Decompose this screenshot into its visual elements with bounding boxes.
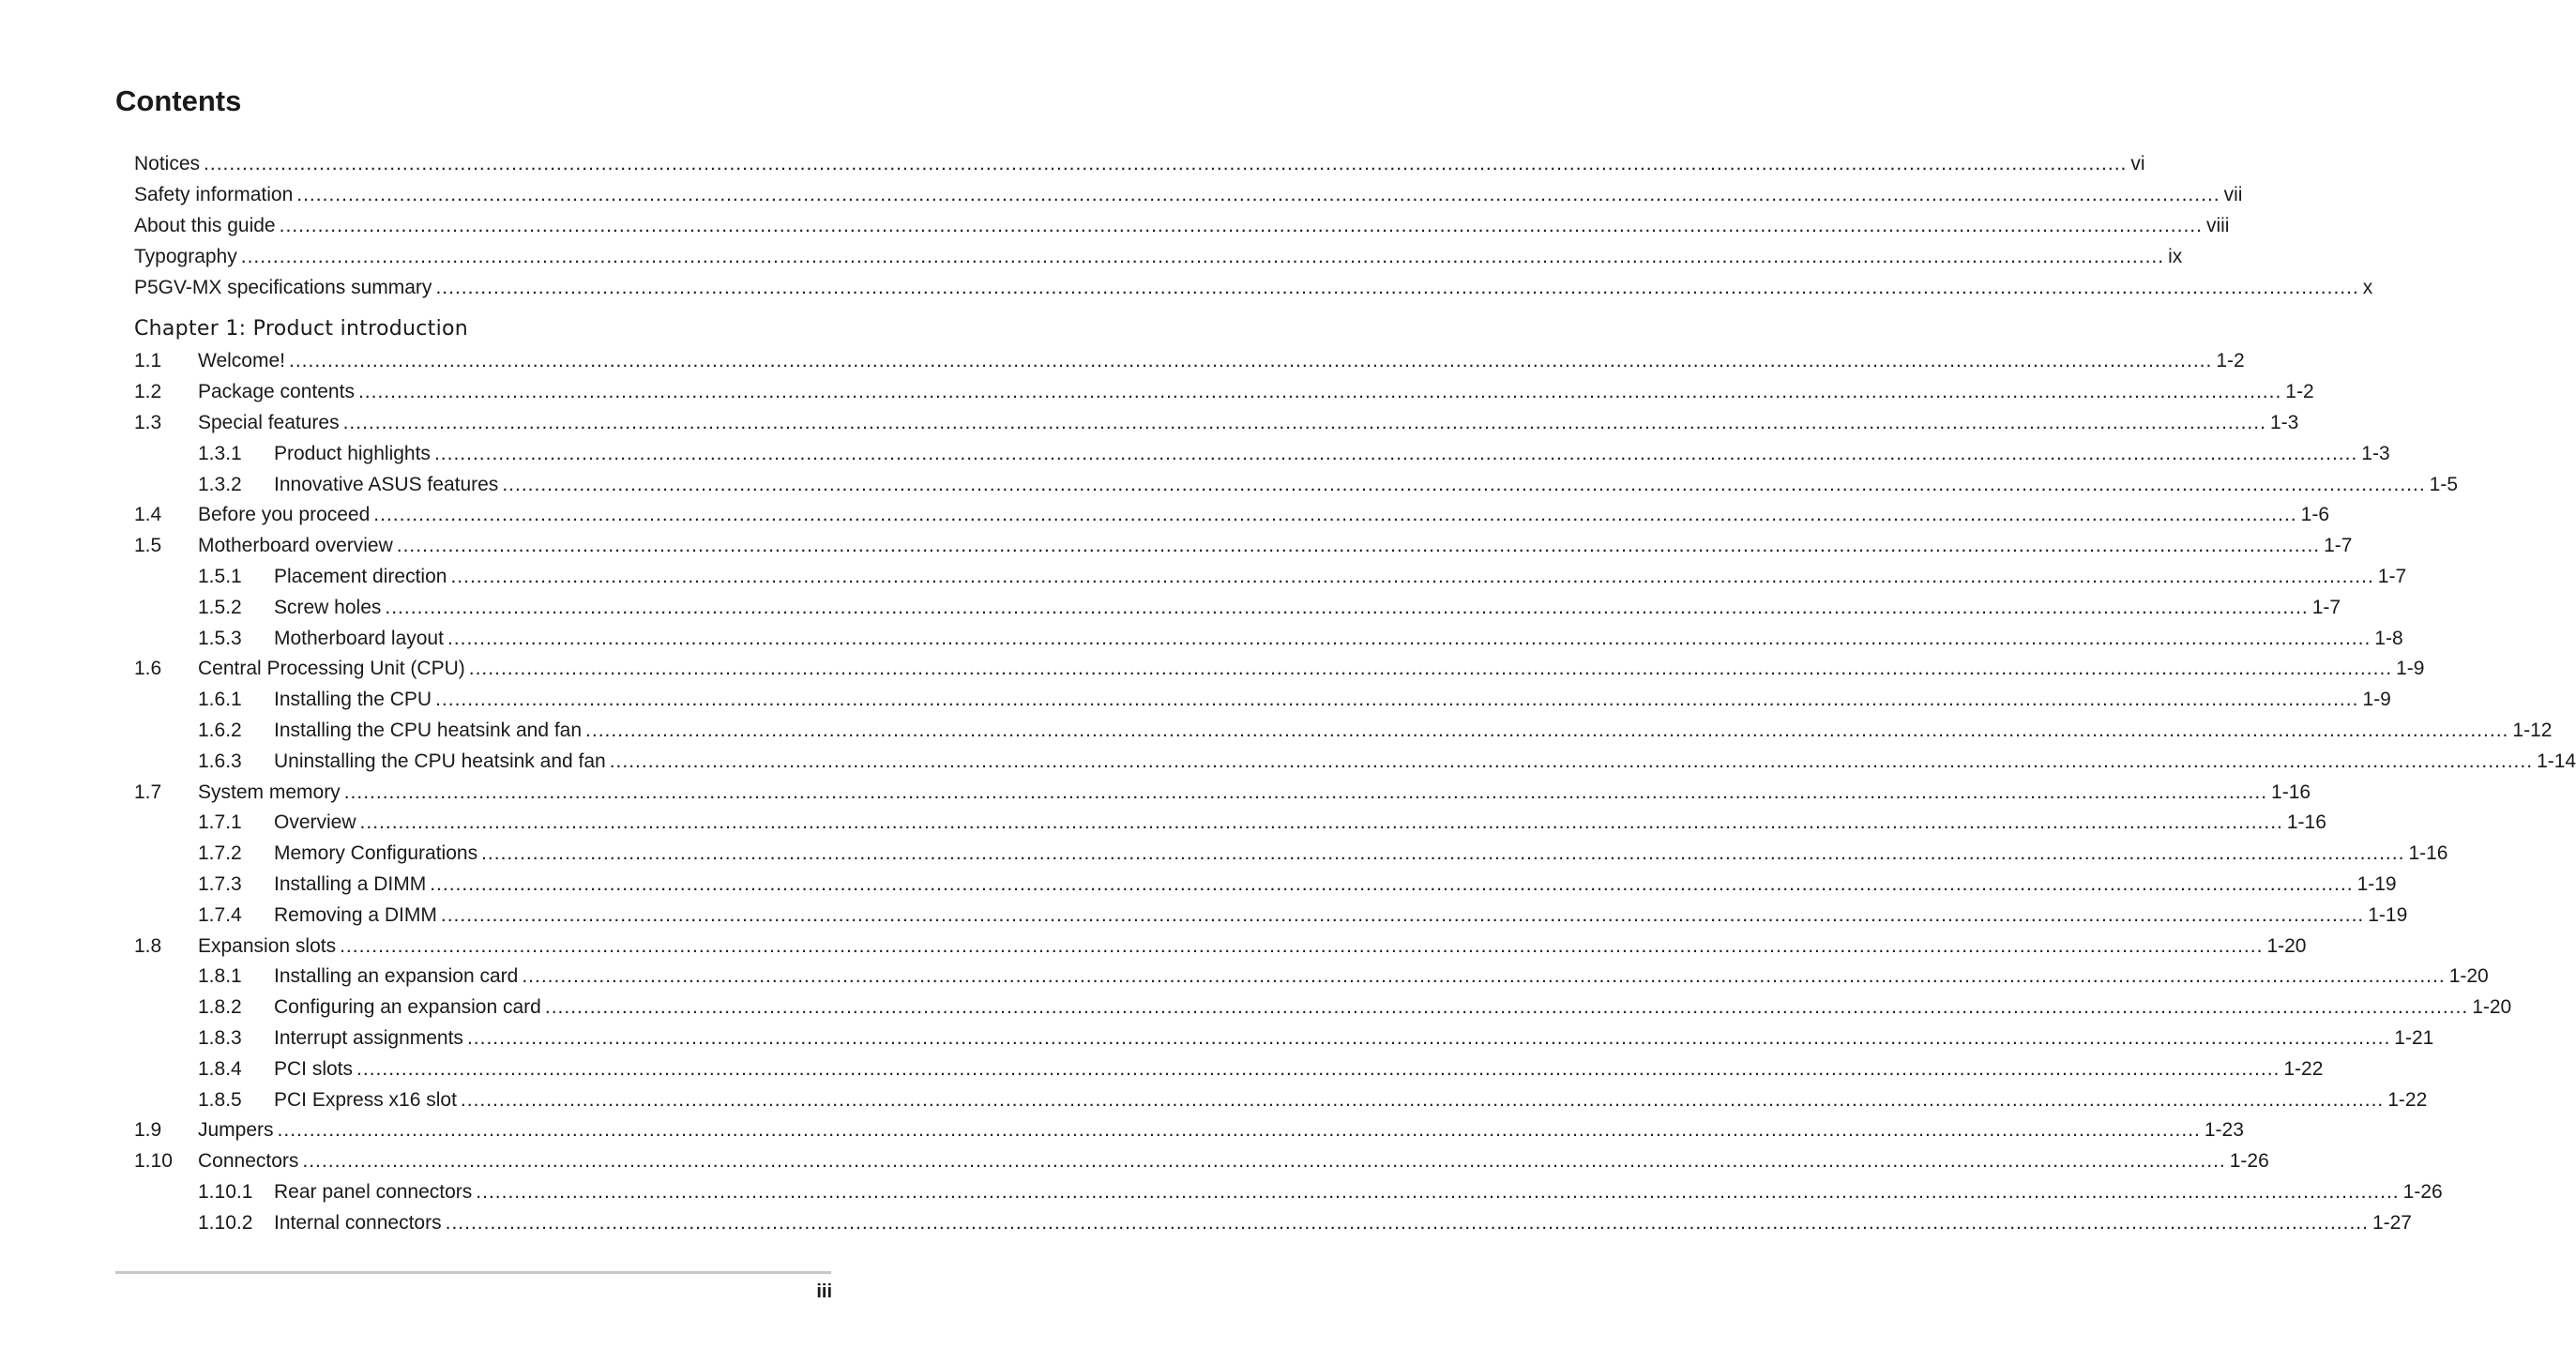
toc-entry-label: System memory <box>198 781 341 803</box>
toc-entry-page: 1-23 <box>2204 1119 2244 1142</box>
toc-entry[interactable] <box>134 623 2403 654</box>
toc-entry[interactable] <box>134 531 2353 562</box>
toc-entry-label: Configuring an expansion card <box>274 996 541 1019</box>
dot-leader: ............................................................................................................................................................................................................................................................................................................ <box>204 153 2128 175</box>
toc-entry-label: Installing the CPU <box>274 689 432 711</box>
toc-entry-number: 1.7.2 <box>198 842 242 865</box>
dot-leader: ............................................................................................................................................................................................................................................................................................................ <box>544 996 2469 1019</box>
toc-entry-label: Safety information <box>134 184 294 206</box>
dot-leader: ............................................................................................................................................................................................................................................................................................................ <box>277 1119 2201 1142</box>
dot-leader: ............................................................................................................................................................................................................................................................................................................ <box>435 276 2359 298</box>
toc-entry-page: viii <box>2205 214 2230 236</box>
dot-leader: ............................................................................................................................................................................................................................................................................................................ <box>609 750 2534 772</box>
toc-entry-number: 1.7.3 <box>198 872 242 895</box>
toc-entry[interactable] <box>134 777 2311 808</box>
dot-leader: ............................................................................................................................................................................................................................................................................................................ <box>430 872 2354 895</box>
dot-leader: ............................................................................................................................................................................................................................................................................................................ <box>357 381 2282 403</box>
toc-entry-label: Before you proceed <box>198 504 371 526</box>
toc-entry-page: x <box>2362 276 2373 298</box>
toc-entry-page: 1-12 <box>2512 719 2553 741</box>
toc-entry-page: vii <box>2223 184 2243 206</box>
toc-entry-number: 1.7.1 <box>198 811 242 834</box>
toc-entry-label: Rear panel connectors <box>274 1180 473 1203</box>
dot-leader: ............................................................................................................................................................................................................................................................................................................ <box>476 1180 2400 1203</box>
dot-leader: ............................................................................................................................................................................................................................................................................................................ <box>447 627 2371 649</box>
toc-entry[interactable] <box>134 438 2390 469</box>
toc-entry-number: 1.10.1 <box>198 1180 253 1203</box>
toc-entry[interactable] <box>134 377 2314 408</box>
toc-entry-label: Connectors <box>198 1150 299 1173</box>
chapter-heading: Chapter 1: Product introduction <box>134 316 469 341</box>
toc-entry-page: 1-26 <box>2229 1150 2269 1173</box>
toc-entry-label: Package contents <box>198 381 355 403</box>
toc-entry-page: 1-7 <box>2377 565 2407 587</box>
toc-entry-label: PCI Express x16 slot <box>274 1088 457 1111</box>
toc-entry-page: 1-20 <box>2266 934 2307 957</box>
toc-entry-number: 1.6.2 <box>198 719 242 741</box>
toc-entry-number: 1.6.3 <box>198 750 242 772</box>
toc-entry-number: 1.6 <box>134 658 162 680</box>
toc-entry-label: Welcome! <box>198 350 285 372</box>
toc-entry-number: 1.8.3 <box>198 1026 242 1049</box>
toc-entry-page: 1-6 <box>2300 504 2329 526</box>
toc-entry[interactable] <box>134 149 2145 180</box>
page-number: iii <box>816 1281 832 1302</box>
toc-entry[interactable] <box>134 993 2512 1023</box>
toc-entry-label: Expansion slots <box>198 934 337 957</box>
toc-entry-number: 1.8.4 <box>198 1057 242 1080</box>
toc-entry-number: 1.8.1 <box>198 965 242 988</box>
toc-entry-page: 1-2 <box>2216 350 2245 372</box>
dot-leader: ............................................................................................................................................................................................................................................................................................................ <box>240 245 2165 267</box>
toc-entry-label: P5GV-MX specifications summary <box>134 276 432 298</box>
toc-entry[interactable] <box>134 241 2183 272</box>
toc-entry[interactable] <box>134 1115 2244 1146</box>
toc-entry-page: 1-16 <box>2408 842 2448 865</box>
toc-entry-label: Installing the CPU heatsink and fan <box>274 719 583 741</box>
toc-entry-number: 1.5.2 <box>198 596 242 618</box>
dot-leader: ............................................................................................................................................................................................................................................................................................................ <box>373 504 2297 526</box>
toc-entry-page: 1-16 <box>2286 811 2326 834</box>
toc-entry-number: 1.1 <box>134 350 162 372</box>
toc-entry-label: Installing a DIMM <box>274 872 427 895</box>
toc-entry-number: 1.4 <box>134 504 162 526</box>
toc-entry[interactable] <box>134 500 2329 531</box>
toc-entry-number: 1.6.1 <box>198 689 242 711</box>
toc-entry-label: Uninstalling the CPU heatsink and fan <box>274 750 606 772</box>
toc-entry-page: 1-27 <box>2371 1211 2412 1234</box>
dot-leader: ............................................................................................................................................................................................................................................................................................................ <box>340 934 2264 957</box>
toc-entry-page: 1-20 <box>2472 996 2512 1019</box>
dot-leader: ............................................................................................................................................................................................................................................................................................................ <box>396 535 2321 557</box>
dot-leader: ............................................................................................................................................................................................................................................................................................................ <box>435 689 2359 711</box>
toc-entry-page: 1-21 <box>2394 1026 2434 1049</box>
toc-entry[interactable] <box>134 1207 2412 1238</box>
dot-leader: ............................................................................................................................................................................................................................................................................................................ <box>296 184 2220 206</box>
toc-entry-page: 1-22 <box>2387 1088 2428 1111</box>
dot-leader: ............................................................................................................................................................................................................................................................................................................ <box>502 473 2426 495</box>
toc-entry-number: 1.3 <box>134 411 162 433</box>
toc-entry-number: 1.8.2 <box>198 996 242 1019</box>
toc-entry-page: 1-9 <box>2362 689 2391 711</box>
toc-entry[interactable] <box>134 900 2408 931</box>
dot-leader: ............................................................................................................................................................................................................................................................................................................ <box>481 842 2405 865</box>
toc-entry-label: PCI slots <box>274 1057 354 1080</box>
dot-leader: ............................................................................................................................................................................................................................................................................................................ <box>466 1026 2391 1049</box>
toc-entry[interactable] <box>134 1023 2434 1054</box>
toc-entry-number: 1.7.4 <box>198 903 242 926</box>
toc-entry[interactable] <box>134 180 2243 211</box>
page-title: Contents <box>115 84 242 117</box>
toc-entry-page: 1-14 <box>2537 750 2576 772</box>
toc-entry-label: Screw holes <box>274 596 382 618</box>
toc-entry-label: Innovative ASUS features <box>274 473 499 495</box>
front-matter-list <box>134 149 2373 303</box>
toc-entry-label: Motherboard layout <box>274 627 444 649</box>
toc-entry-number: 1.7 <box>134 781 162 803</box>
toc-entry-number: 1.5 <box>134 535 162 557</box>
toc-entry-label: Installing an expansion card <box>274 965 519 988</box>
toc-entry-page: vi <box>2130 153 2145 175</box>
toc-entry-label: Memory Configurations <box>274 842 478 865</box>
dot-leader: ............................................................................................................................................................................................................................................................................................................ <box>356 1057 2281 1080</box>
dot-leader: ............................................................................................................................................................................................................................................................................................................ <box>468 658 2393 680</box>
toc-entry-label: Product highlights <box>274 442 431 464</box>
toc-entry[interactable] <box>134 562 2407 593</box>
toc-entry-page: 1-26 <box>2402 1180 2443 1203</box>
toc-entry[interactable] <box>134 592 2341 623</box>
toc-entry-number: 1.10.2 <box>198 1211 253 1234</box>
toc-entry-page: ix <box>2168 245 2183 267</box>
dot-leader: ............................................................................................................................................................................................................................................................................................................ <box>343 781 2268 803</box>
dot-leader: ............................................................................................................................................................................................................................................................................................................ <box>302 1150 2226 1173</box>
toc-entry-number: 1.3.1 <box>198 442 242 464</box>
dot-leader: ............................................................................................................................................................................................................................................................................................................ <box>433 442 2358 464</box>
toc-entry[interactable] <box>134 716 2553 747</box>
toc-entry[interactable] <box>134 870 2397 901</box>
dot-leader: ............................................................................................................................................................................................................................................................................................................ <box>585 719 2509 741</box>
toc-entry-label: Internal connectors <box>274 1211 442 1234</box>
toc-entry-number: 1.8 <box>134 934 162 957</box>
toc-entry-page: 1-2 <box>2285 381 2314 403</box>
toc-entry-label: About this guide <box>134 214 276 236</box>
toc-entry[interactable] <box>134 685 2391 716</box>
toc-entry[interactable] <box>134 211 2230 242</box>
toc-entry-page: 1-19 <box>2356 872 2397 895</box>
toc-entry-label: Notices <box>134 153 201 175</box>
dot-leader: ............................................................................................................................................................................................................................................................................................................ <box>359 811 2283 834</box>
toc-entry-page: 1-16 <box>2271 781 2311 803</box>
toc-entry[interactable] <box>134 808 2326 839</box>
dot-leader: ............................................................................................................................................................................................................................................................................................................ <box>288 350 2213 372</box>
toc-entry[interactable] <box>134 346 2245 377</box>
toc-entry-number: 1.3.2 <box>198 473 242 495</box>
toc-entry-label: Overview <box>274 811 356 834</box>
chapter-entries-list <box>134 346 2576 1238</box>
toc-entry[interactable] <box>134 654 2425 685</box>
dot-leader: ............................................................................................................................................................................................................................................................................................................ <box>440 903 2365 926</box>
toc-entry-label: Interrupt assignments <box>274 1026 463 1049</box>
toc-entry[interactable] <box>134 931 2307 962</box>
table-of-contents <box>134 149 2576 1238</box>
toc-entry-page: 1-3 <box>2269 411 2299 433</box>
dot-leader: ............................................................................................................................................................................................................................................................................................................ <box>450 565 2374 587</box>
dot-leader: ............................................................................................................................................................................................................................................................................................................ <box>342 411 2266 433</box>
toc-entry[interactable] <box>134 1084 2428 1115</box>
toc-entry-number: 1.10 <box>134 1150 173 1173</box>
toc-entry[interactable] <box>134 469 2459 500</box>
dot-leader: ............................................................................................................................................................................................................................................................................................................ <box>522 965 2446 988</box>
toc-entry-number: 1.5.3 <box>198 627 242 649</box>
toc-entry-page: 1-9 <box>2396 658 2425 680</box>
toc-entry[interactable] <box>134 839 2448 870</box>
toc-entry-label: Placement direction <box>274 565 447 587</box>
toc-entry-page: 1-8 <box>2374 627 2403 649</box>
toc-entry[interactable] <box>134 1146 2269 1177</box>
dot-leader: ............................................................................................................................................................................................................................................................................................................ <box>460 1088 2385 1111</box>
dot-leader: ............................................................................................................................................................................................................................................................................................................ <box>279 214 2203 236</box>
toc-entry-page: 1-20 <box>2448 965 2489 988</box>
toc-entry-page: 1-19 <box>2368 903 2408 926</box>
toc-entry-label: Removing a DIMM <box>274 903 437 926</box>
toc-entry-label: Typography <box>134 245 237 267</box>
toc-entry-page: 1-7 <box>2324 535 2353 557</box>
toc-entry-label: Motherboard overview <box>198 535 393 557</box>
toc-entry-label: Jumpers <box>198 1119 274 1142</box>
toc-entry-number: 1.8.5 <box>198 1088 242 1111</box>
toc-entry-number: 1.2 <box>134 381 162 403</box>
toc-entry-page: 1-7 <box>2311 596 2341 618</box>
dot-leader: ............................................................................................................................................................................................................................................................................................................ <box>445 1211 2369 1234</box>
toc-entry-page: 1-22 <box>2283 1057 2324 1080</box>
toc-entry[interactable] <box>134 746 2576 777</box>
toc-entry[interactable] <box>134 1053 2324 1084</box>
toc-entry[interactable] <box>134 962 2489 993</box>
toc-entry[interactable] <box>134 408 2299 439</box>
toc-entry-label: Central Processing Unit (CPU) <box>198 658 465 680</box>
toc-entry-page: 1-3 <box>2361 442 2390 464</box>
toc-entry-number: 1.5.1 <box>198 565 242 587</box>
toc-entry-label: Special features <box>198 411 340 433</box>
toc-entry[interactable] <box>134 272 2373 303</box>
toc-entry-number: 1.9 <box>134 1119 162 1142</box>
dot-leader: ............................................................................................................................................................................................................................................................................................................ <box>385 596 2309 618</box>
footer-rule <box>115 1271 831 1274</box>
toc-entry-page: 1-5 <box>2429 473 2459 495</box>
toc-entry[interactable] <box>134 1177 2443 1208</box>
